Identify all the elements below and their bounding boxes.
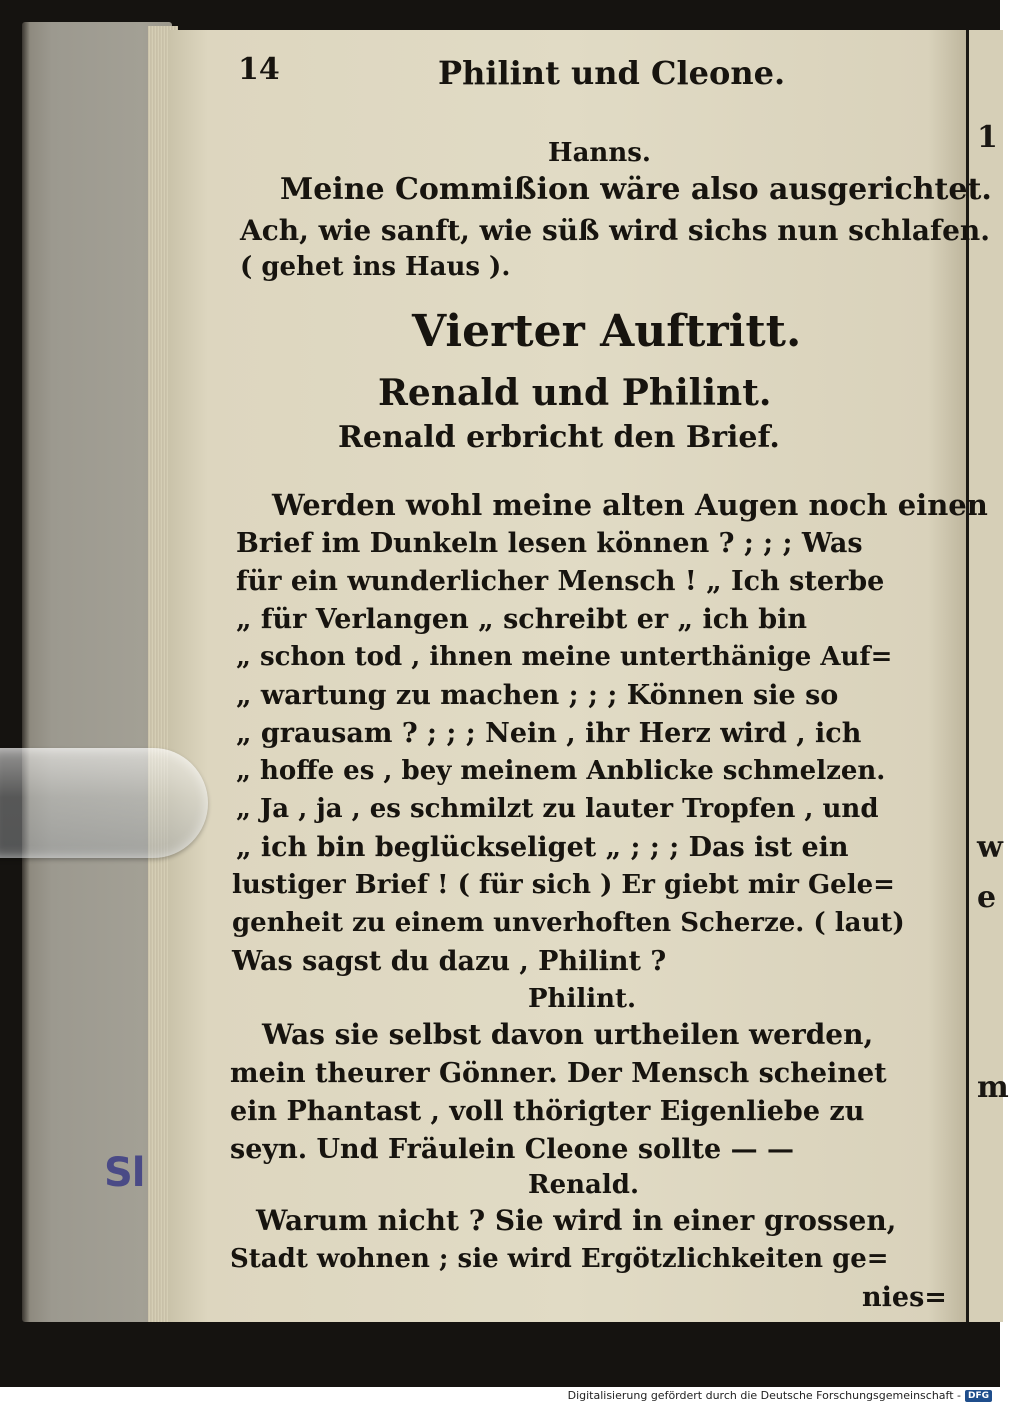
text-line: Ach, wie sanft, wie süß wird sichs nun schlafen.: [240, 214, 990, 247]
text-line: lustiger Brief ! ( für sich ) Er giebt mir Gele=: [232, 870, 895, 900]
text-line: ein Phantast , voll thörigter Eigenliebe zu: [230, 1096, 865, 1127]
text-line: seyn. Und Fräulein Cleone sollte — —: [230, 1134, 795, 1165]
text-line: genheit zu einem unverhoften Scherze. ( laut): [232, 908, 905, 938]
text-line: „ grausam ? ; ; ; Nein , ihr Herz wird , ich: [236, 718, 862, 749]
text-line: Stadt wohnen ; sie wird Ergötzlichkeiten ge=: [230, 1244, 889, 1274]
text-line: Was sie selbst davon urtheilen werden,: [262, 1018, 874, 1051]
page-number: 14: [238, 52, 280, 87]
text-line: Meine Commißion wäre also ausgerichtet.: [280, 172, 992, 207]
facing-page-glyph: m: [977, 1070, 1009, 1105]
credit-text: Digitalisierung gefördert durch die Deutsche Forschungsgemeinschaft -: [567, 1389, 961, 1402]
scene-title: Vierter Auftritt.: [412, 306, 802, 357]
text-line: ( gehet ins Haus ).: [240, 252, 511, 282]
dfg-logo: DFG: [965, 1390, 992, 1402]
speaker-hanns: Hanns.: [548, 138, 651, 168]
speaker-philint: Philint.: [528, 984, 637, 1014]
text-line: „ für Verlangen „ schreibt er „ ich bin: [236, 604, 807, 635]
text-line: Brief im Dunkeln lesen können ? ; ; ; Was: [236, 528, 863, 559]
library-stamp-fragment: Sl: [104, 1150, 145, 1196]
text-line: „ schon tod , ihnen meine unterthänige Auf=: [236, 642, 893, 672]
speaker-renald: Renald.: [528, 1170, 640, 1200]
text-line: Werden wohl meine alten Augen noch einen: [272, 488, 988, 522]
digitization-credit: [568, 1389, 992, 1402]
text-line: nies=: [862, 1282, 947, 1313]
facing-page-glyph: 1: [977, 120, 998, 155]
text-line: mein theurer Gönner. Der Mensch scheinet: [230, 1058, 887, 1089]
running-title: Philint und Cleone.: [438, 54, 786, 92]
text-line: „ wartung zu machen ; ; ; Können sie so: [236, 680, 839, 711]
facing-page-glyph: e: [977, 880, 997, 915]
text-line: „ ich bin beglückseliget „ ; ; ; Das ist ein: [236, 832, 849, 863]
text-line: „ Ja , ja , es schmilzt zu lauter Tropfen , und: [236, 794, 879, 824]
text-line: für ein wunderlicher Mensch ! „ Ich sterbe: [236, 566, 885, 597]
transparent-bookmark: [0, 748, 208, 858]
text-line: „ hoffe es , bey meinem Anblicke schmelzen.: [236, 756, 886, 786]
text-line: Was sagst du dazu , Philint ?: [232, 946, 667, 977]
scene-persons: Renald und Philint.: [378, 372, 772, 414]
stage-direction: Renald erbricht den Brief.: [338, 420, 780, 455]
facing-page-glyph: w: [977, 830, 1003, 865]
text-line: Warum nicht ? Sie wird in einer grossen,: [256, 1204, 897, 1237]
